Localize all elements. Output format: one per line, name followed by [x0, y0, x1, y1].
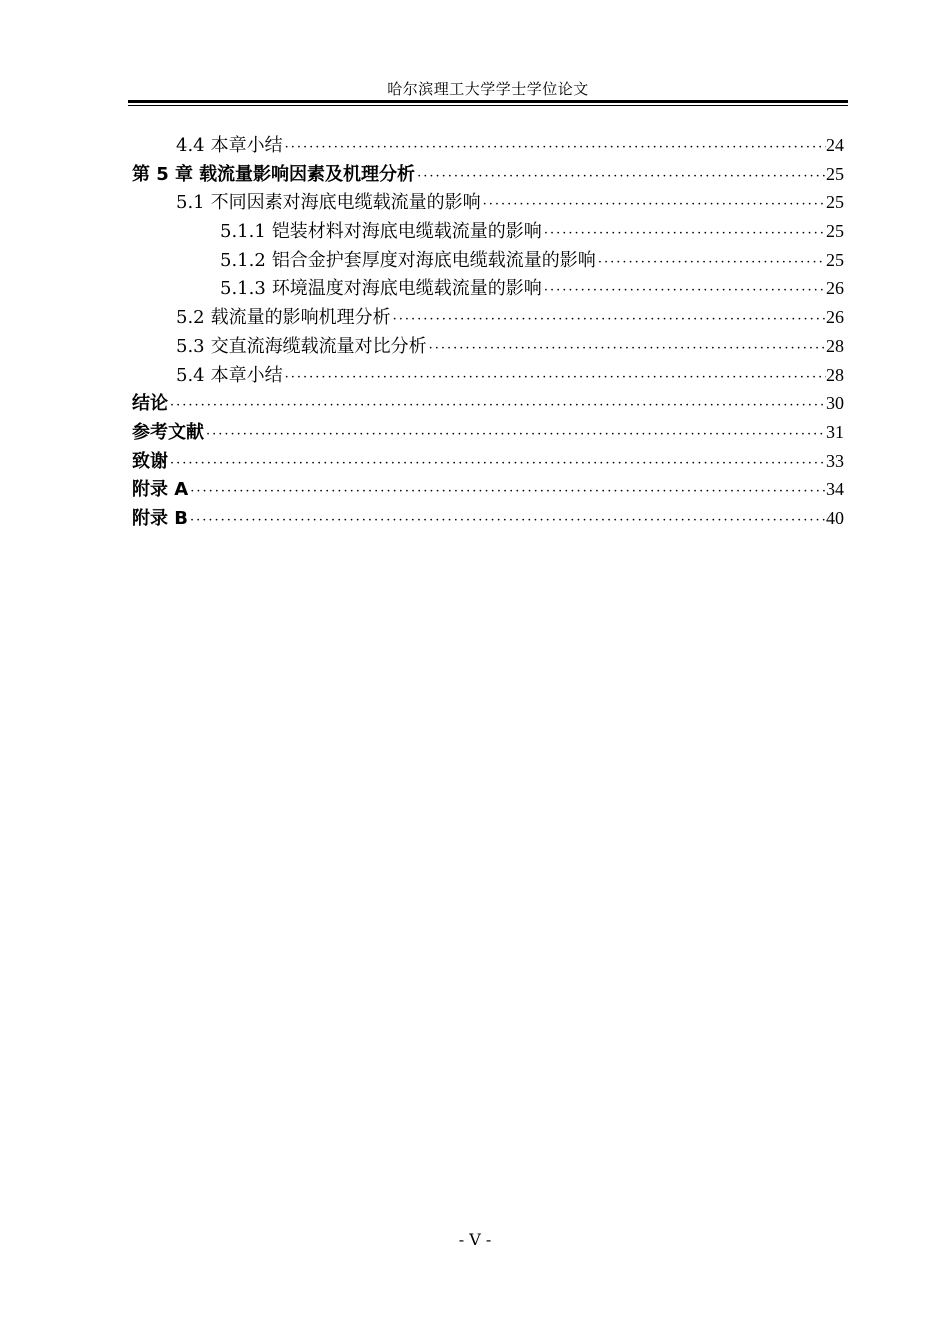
toc-leader-dots — [481, 197, 826, 212]
toc-leader-dots — [168, 398, 826, 413]
toc-entry-number: 5.1.2 — [220, 249, 266, 271]
toc-leader-dots — [427, 341, 826, 356]
toc-entry-title: 环境温度对海底电缆载流量的影响 — [271, 278, 542, 300]
toc-entry-title: 附录 B — [132, 507, 188, 529]
toc-leader-dots — [283, 140, 826, 155]
toc-entry-page: 40 — [826, 507, 844, 528]
toc-entry-label — [132, 389, 168, 415]
toc-entry-label — [220, 274, 542, 300]
running-header: 哈尔滨理工大学学士学位论文 — [387, 80, 589, 98]
toc-entry-page: 25 — [826, 192, 844, 213]
toc-leader-dots — [542, 283, 826, 298]
header-rule-thick — [128, 100, 848, 103]
toc-entry-number: 5.1.3 — [220, 278, 266, 300]
toc-entry-label — [176, 131, 283, 157]
toc-entry[interactable] — [132, 274, 844, 303]
toc-entry-number: 5.1.1 — [220, 221, 266, 243]
toc-entry[interactable] — [132, 332, 844, 361]
toc-entry-label — [132, 418, 204, 444]
toc-entry-title: 铠装材料对海底电缆载流量的影响 — [271, 221, 542, 243]
toc-entry-label — [132, 475, 188, 501]
toc-entry[interactable] — [132, 188, 844, 217]
toc-entry[interactable] — [132, 246, 844, 275]
page-number: - V - — [458, 1230, 492, 1249]
toc-leader-dots — [168, 456, 826, 471]
toc-entry-number: 5.2 — [176, 307, 205, 329]
toc-entry-label — [176, 361, 283, 387]
toc-entry[interactable] — [132, 389, 844, 418]
toc-entry[interactable] — [132, 504, 844, 533]
toc-leader-dots — [415, 169, 826, 184]
toc-entry-title: 致谢 — [132, 450, 168, 472]
toc-entry-label — [176, 188, 481, 214]
toc-entry-page: 33 — [826, 450, 844, 471]
toc-entry[interactable] — [132, 303, 844, 332]
header-rule-thin — [128, 105, 848, 106]
toc-entry-page: 25 — [826, 249, 844, 270]
toc-leader-dots — [188, 484, 826, 499]
toc-entry-label — [132, 447, 168, 473]
toc-entry-title: 结论 — [132, 393, 168, 415]
toc-entry-title: 本章小结 — [210, 364, 283, 386]
toc-entry[interactable] — [132, 217, 844, 246]
toc-entry-number: 4.4 — [176, 135, 205, 156]
toc-entry-title: 不同因素对海底电缆载流量的影响 — [210, 192, 481, 214]
toc-entry-number: 第 5 章 — [132, 163, 194, 185]
toc-leader-dots — [204, 427, 826, 442]
toc-entry-page: 24 — [826, 135, 844, 155]
toc-entry-number: 5.1 — [176, 192, 205, 214]
toc-entry-label — [220, 217, 542, 243]
toc-entry-title: 铝合金护套厚度对海底电缆载流量的影响 — [271, 249, 596, 271]
toc-entry-title: 载流量的影响机理分析 — [210, 307, 391, 329]
toc-entry-label — [132, 504, 188, 530]
toc-entry-title: 本章小结 — [210, 135, 283, 156]
toc-entry[interactable] — [132, 475, 844, 504]
toc-entry[interactable] — [132, 418, 844, 447]
table-of-contents — [132, 131, 844, 533]
toc-entry-number: 5.3 — [176, 335, 205, 357]
toc-entry[interactable] — [132, 447, 844, 476]
toc-entry-page: 28 — [826, 335, 844, 356]
toc-leader-dots — [596, 255, 826, 270]
toc-leader-dots — [391, 312, 826, 327]
toc-entry-title: 参考文献 — [132, 421, 204, 443]
toc-entry[interactable] — [132, 131, 844, 160]
toc-entry-page: 31 — [826, 421, 844, 442]
toc-entry-page: 25 — [826, 163, 844, 184]
toc-entry[interactable] — [132, 361, 844, 390]
toc-entry-page: 34 — [826, 479, 844, 500]
toc-entry-page: 25 — [826, 221, 844, 242]
toc-leader-dots — [542, 226, 826, 241]
toc-entry-title: 交直流海缆载流量对比分析 — [210, 335, 427, 357]
toc-entry-label — [220, 246, 596, 272]
toc-leader-dots — [188, 513, 826, 528]
toc-entry-title: 附录 A — [132, 479, 189, 501]
toc-entry-title: 载流量影响因素及机理分析 — [199, 163, 416, 185]
toc-entry-label — [176, 332, 427, 358]
toc-entry-page: 26 — [826, 307, 844, 328]
toc-entry-page: 30 — [826, 393, 844, 414]
toc-entry-number: 5.4 — [176, 364, 205, 386]
toc-leader-dots — [283, 370, 826, 385]
toc-entry-page: 28 — [826, 364, 844, 385]
toc-entry-page: 26 — [826, 278, 844, 299]
toc-entry[interactable] — [132, 160, 844, 189]
toc-entry-label — [176, 303, 391, 329]
toc-entry-label — [132, 160, 415, 186]
